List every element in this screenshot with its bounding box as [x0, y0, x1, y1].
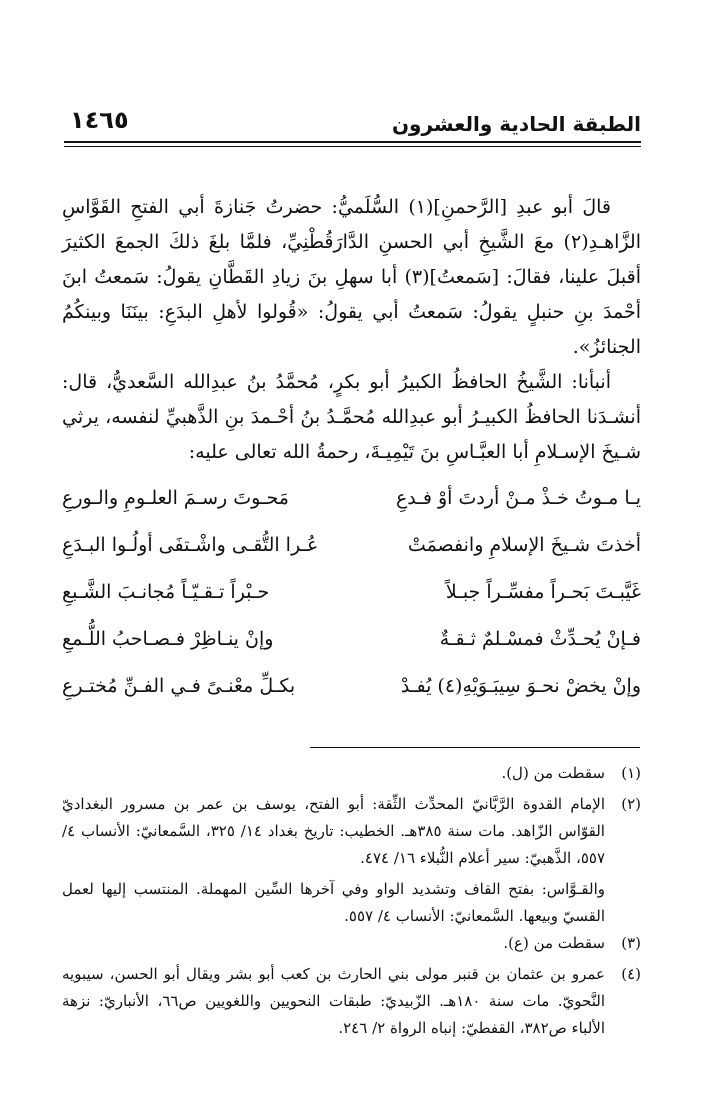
verse-second-hemistich: عُـرا التُّقـى واشْـتفَى أولُـوا البـدَعِ	[62, 533, 319, 556]
footnote-number: (٣)	[621, 934, 641, 952]
paragraph-sulami-narration: قالَ أبو عبدِ [الرَّحمنِ](١) السُّلَميُّ: حضرتُ جَنازةَ أبي الفتحِ القَوَّاسِ الزَّاهـدِ(٢) معَ الشَّيخِ أبي الحسنِ الدَّارَقُطْنِيِّ، فلمَّا بلغَ ذلكَ الجمعَ الكثيرَ أقبلَ علينا، فقالَ: [سَمعتُ](٣) أبا سهلِ بنَ زيادِ القَطَّانِ يقولُ: سَمعتُ ابنَ أحْمدَ بنِ حنبلٍ يقولُ: سَمعتُ أبي يقولُ: «قُولوا لأهلِ البدَعِ: بينَنَا وبينكُمُ الجنائزُ».	[62, 196, 641, 358]
poem-verse	[62, 521, 641, 568]
footnote-separator	[310, 747, 640, 748]
verse-first-hemistich: يـا مـوتُ خـذْ مـنْ أردتَ أوْ فـدعِ	[395, 486, 641, 509]
main-text	[62, 190, 641, 470]
footnote	[62, 930, 641, 957]
footnote-text: سقطت من (ل).	[501, 764, 605, 782]
page-number: ١٤٦٥	[70, 106, 129, 134]
verse-first-hemistich: وإنْ يخضْ نحـوَ سِيبَـوَيْهِ(٤) يُفـدْ	[400, 674, 641, 697]
verse-first-hemistich: غَيَّبـتَ بَحـراً مفسِّـراً جبـلاً	[445, 580, 641, 603]
footnote-text: الإمام القدوة الرَّبَّانيّ المحدِّث الثِّقة: أبو الفتح، يوسف بن عمر بن مسرور البغداديّ القوّاس الزّاهد. مات سنة ٣٨٥هـ. الخطيب: تاريخ بغداد ١٤/ ٣٢٥، السَّمعانيّ: الأنساب ٤/ ٥٥٧، الذَّهبيّ: سير أعلام النُّبلاء ١٦/ ٤٧٤.	[62, 795, 605, 867]
verse-second-hemistich: مَحـوتَ رسـمَ العلـومِ والـورعِ	[62, 486, 289, 509]
poem	[62, 474, 641, 709]
running-title: الطبقة الحادية والعشرون	[391, 112, 641, 136]
verse-first-hemistich: فـإنْ يُحـدِّثْ فمسْـلمٌ ثـقـةٌ	[439, 627, 641, 650]
verse-first-hemistich: أخذتَ شـيخَ الإسلامِ وانفصمَتْ	[407, 533, 641, 556]
footnotes	[62, 760, 641, 1046]
footnote	[62, 791, 641, 872]
footnote-continuation: والقـوَّاس: بفتح القاف وتشديد الواو وفي آخرها السِّين المهملة. المنتسب إليها لعمل القسيّ وبيعها. السَّمعانيّ: الأنساب ٤/ ٥٥٧.	[62, 880, 605, 925]
footnote	[62, 961, 641, 1042]
footnote-number: (٢)	[621, 795, 641, 813]
verse-second-hemistich: وإنْ ينـاظِرْ فـصـاحبُ اللُّـمعِ	[62, 627, 274, 650]
paragraph-elegy-intro: أنبأنا: الشَّيخُ الحافظُ الكبيرُ أبو بكرٍ، مُحمَّدُ بنُ عبدِالله السَّعديُّ، قال: أنشـدَنا الحافظُ الكبيـرُ أبو عبدِالله مُحمَّـدُ بنُ أحْـمدَ بنِ الذَّهبيِّ لنفسه، يرثي شـيخَ الإسـلامِ أبا العبَّـاسِ بنَ تَيْمِيـةَ، رحمةُ الله تعالى عليه:	[62, 371, 641, 463]
header-rule	[64, 141, 641, 143]
verse-second-hemistich: بكـلِّ معْنـىً فـي الفـنِّ مُختـرعِ	[62, 674, 296, 697]
poem-verse	[62, 568, 641, 615]
poem-verse	[62, 474, 641, 521]
header-rule-thin	[64, 146, 641, 147]
verse-second-hemistich: حـبْراً تـقـيّـاً مُجانـبَ الشَّـبعِ	[62, 580, 270, 603]
poem-verse	[62, 662, 641, 709]
poem-verse	[62, 615, 641, 662]
footnote-number: (٤)	[621, 965, 641, 983]
footnote-text: عمرو بن عثمان بن قنبر مولى بني الحارث بن كعب أبو بشر ويقال أبو الحسن، سيبويه النَّحويّ. مات سنة ١٨٠هـ. الزّبيديّ: طبقات النحويين واللغويين ص٦٦، الأنباريّ: نزهة الألباء ص٣٨٢، القفطيّ: إنباه الرواة ٢/ ٢٤٦.	[62, 965, 606, 1037]
footnote-number: (١)	[621, 764, 641, 782]
footnote-text: سقطت من (ع).	[503, 934, 605, 952]
footnote	[62, 760, 641, 787]
